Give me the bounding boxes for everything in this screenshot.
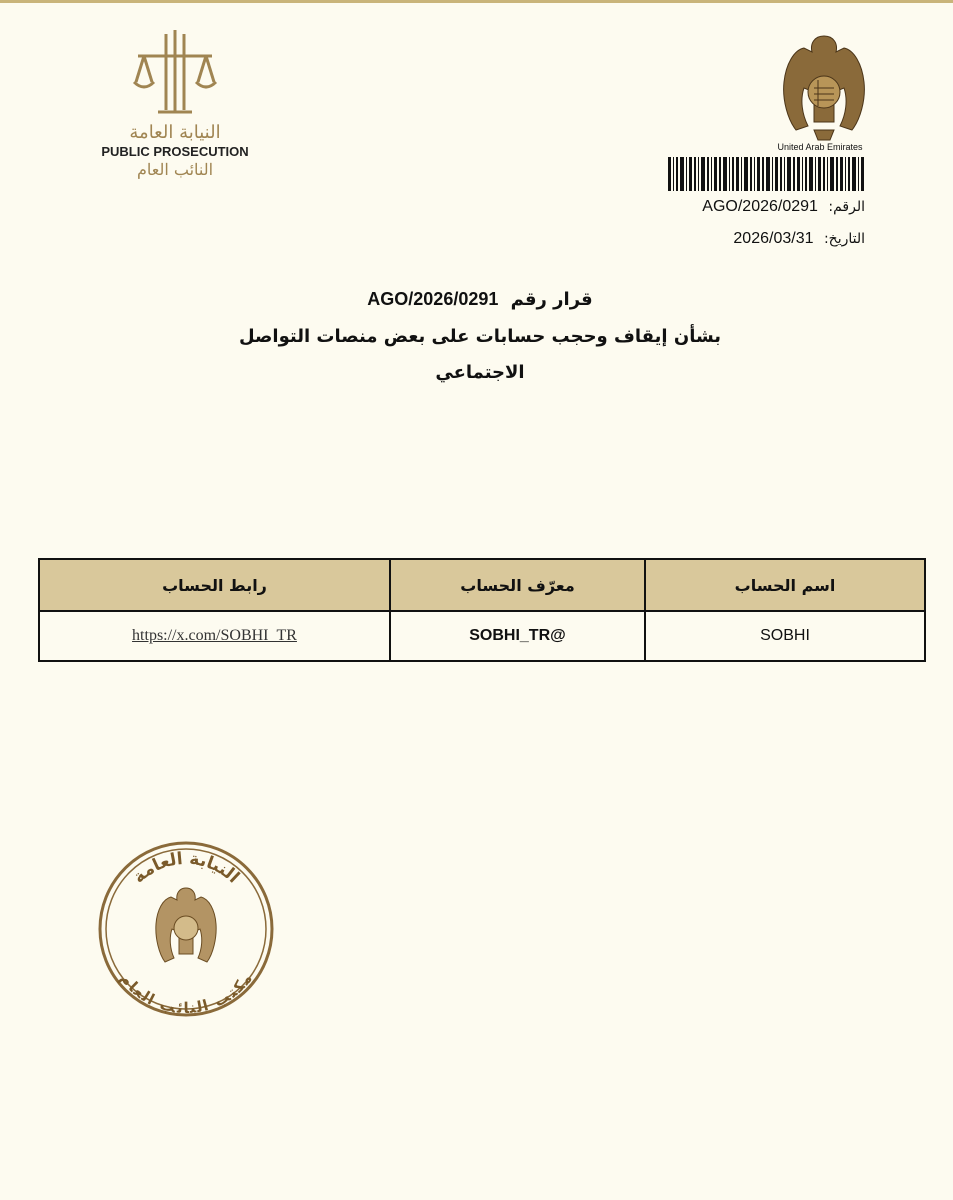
- header-account-link: رابط الحساب: [39, 559, 390, 611]
- reference-date-row: [733, 230, 865, 248]
- attorney-general-arabic: النائب العام: [136, 160, 214, 179]
- reference-date-value: 2026/03/31: [733, 230, 814, 247]
- seal-top-text: النيابة العامة: [129, 848, 244, 888]
- public-prosecution-english: PUBLIC PROSECUTION: [101, 144, 249, 159]
- svg-text:النيابة العامة: [129, 849, 243, 887]
- official-seal-stamp: [97, 840, 275, 1018]
- uae-eagle-emblem-icon: [774, 30, 874, 142]
- barcode-icon: [668, 157, 866, 191]
- cell-account-handle: @SOBHI_TR: [390, 611, 645, 661]
- reference-number-row: [702, 198, 865, 216]
- header-account-handle: معرّف الحساب: [390, 559, 645, 611]
- reference-number-label: الرقم:: [828, 199, 865, 215]
- cell-account-link: [39, 611, 390, 661]
- top-rule: [0, 0, 953, 3]
- header-account-name: اسم الحساب: [645, 559, 925, 611]
- decision-title: [150, 285, 810, 388]
- seal-bottom-text: مكتب النائب العام: [116, 969, 256, 1018]
- seal-eagle-icon: [156, 888, 216, 962]
- accounts-table: [38, 558, 926, 662]
- decision-number-ref: AGO/2026/0291: [367, 289, 499, 309]
- cell-account-name: SOBHI: [645, 611, 925, 661]
- account-link[interactable]: https://x.com/SOBHI_TR: [132, 627, 297, 644]
- public-prosecution-logo: [90, 30, 260, 190]
- decision-subject-line-2: الاجتماعي: [435, 362, 525, 383]
- reference-date-label: التاريخ:: [823, 231, 865, 247]
- uae-emblem-caption: United Arab Emirates: [777, 142, 863, 152]
- public-prosecution-arabic: النيابة العامة: [129, 122, 221, 143]
- decision-subject-line: بشأن إيقاف وحجب حسابات على بعض منصات التواصل: [238, 326, 722, 347]
- scales-of-justice-icon: [130, 30, 220, 115]
- svg-text:مكتب النائب العام: [116, 970, 255, 1017]
- table-row: [39, 611, 925, 661]
- reference-number-value: AGO/2026/0291: [702, 198, 818, 215]
- decision-number-prefix: قرار رقم: [510, 289, 593, 310]
- table-header-row: [39, 559, 925, 611]
- decision-number-line: [150, 285, 810, 314]
